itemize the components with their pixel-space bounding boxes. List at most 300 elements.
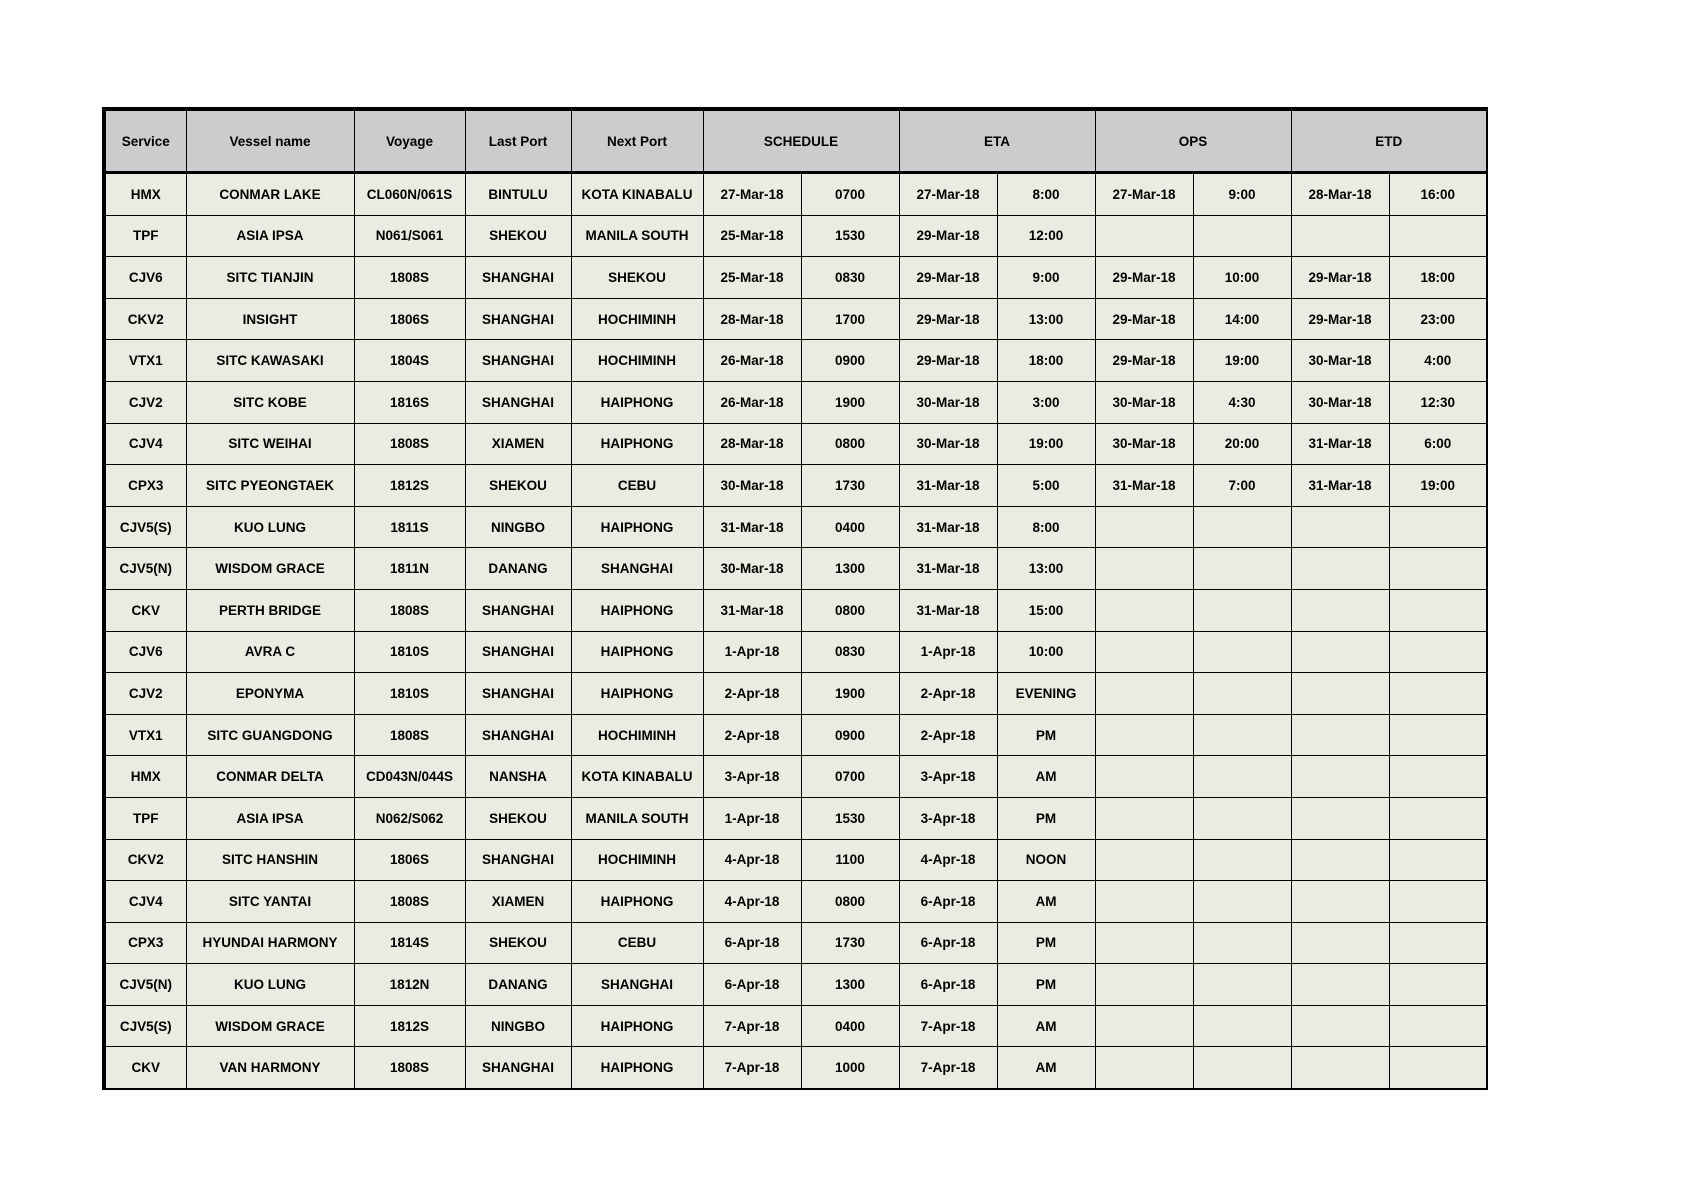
next-port-cell: HOCHIMINH	[571, 298, 703, 340]
schedule-time-cell: 0830	[801, 631, 899, 673]
etd-time-cell	[1389, 215, 1487, 257]
etd-time-cell: 6:00	[1389, 423, 1487, 465]
ops-date-cell: 29-Mar-18	[1095, 340, 1193, 382]
schedule-time-cell: 0800	[801, 423, 899, 465]
next-port-cell: SHEKOU	[571, 257, 703, 299]
ops-date-cell: 29-Mar-18	[1095, 257, 1193, 299]
voyage-cell: 1808S	[354, 714, 465, 756]
etd-time-cell	[1389, 922, 1487, 964]
voyage-cell: 1808S	[354, 423, 465, 465]
ops-time-cell: 10:00	[1193, 257, 1291, 299]
vessel-name-cell: WISDOM GRACE	[186, 1005, 354, 1047]
table-row	[104, 797, 1487, 839]
next-port-cell: HAIPHONG	[571, 673, 703, 715]
ops-time-cell	[1193, 922, 1291, 964]
last-port-cell: SHANGHAI	[465, 1047, 571, 1089]
etd-date-cell	[1291, 1047, 1389, 1089]
voyage-cell: 1808S	[354, 257, 465, 299]
next-port-cell: HAIPHONG	[571, 506, 703, 548]
schedule-date-cell: 30-Mar-18	[703, 465, 801, 507]
service-cell: CJV2	[104, 673, 186, 715]
service-cell: HMX	[104, 756, 186, 798]
table-row	[104, 714, 1487, 756]
etd-time-cell	[1389, 631, 1487, 673]
etd-time-cell	[1389, 839, 1487, 881]
schedule-date-cell: 6-Apr-18	[703, 922, 801, 964]
ops-time-cell	[1193, 964, 1291, 1006]
last-port-cell: DANANG	[465, 548, 571, 590]
voyage-cell: 1812S	[354, 465, 465, 507]
service-cell: CJV5(S)	[104, 506, 186, 548]
service-cell: TPF	[104, 215, 186, 257]
ops-time-cell: 7:00	[1193, 465, 1291, 507]
etd-date-cell	[1291, 881, 1389, 923]
etd-date-cell: 29-Mar-18	[1291, 298, 1389, 340]
vessel-name-cell: KUO LUNG	[186, 964, 354, 1006]
etd-time-cell	[1389, 673, 1487, 715]
vessel-name-cell: ASIA IPSA	[186, 215, 354, 257]
etd-time-cell: 23:00	[1389, 298, 1487, 340]
schedule-date-cell: 28-Mar-18	[703, 423, 801, 465]
table-row	[104, 839, 1487, 881]
schedule-time-cell: 1300	[801, 548, 899, 590]
eta-date-cell: 3-Apr-18	[899, 797, 997, 839]
ops-date-cell: 31-Mar-18	[1095, 465, 1193, 507]
schedule-time-cell: 1730	[801, 922, 899, 964]
eta-date-cell: 2-Apr-18	[899, 673, 997, 715]
ops-date-cell: 30-Mar-18	[1095, 381, 1193, 423]
ops-date-cell	[1095, 506, 1193, 548]
table-row	[104, 922, 1487, 964]
eta-date-cell: 29-Mar-18	[899, 257, 997, 299]
schedule-date-cell: 4-Apr-18	[703, 839, 801, 881]
table-row	[104, 881, 1487, 923]
service-cell: VTX1	[104, 714, 186, 756]
schedule-time-cell: 0800	[801, 881, 899, 923]
vessel-name-cell: SITC GUANGDONG	[186, 714, 354, 756]
last-port-cell: BINTULU	[465, 173, 571, 216]
next-port-cell: SHANGHAI	[571, 964, 703, 1006]
eta-date-cell: 4-Apr-18	[899, 839, 997, 881]
table-row	[104, 340, 1487, 382]
table-row	[104, 631, 1487, 673]
ops-date-cell	[1095, 756, 1193, 798]
table-header	[104, 109, 1487, 173]
last-port-cell: SHANGHAI	[465, 340, 571, 382]
vessel-name-cell: SITC HANSHIN	[186, 839, 354, 881]
service-cell: TPF	[104, 797, 186, 839]
vessel-name-cell: EPONYMA	[186, 673, 354, 715]
schedule-date-cell: 25-Mar-18	[703, 257, 801, 299]
next-port-cell: HAIPHONG	[571, 381, 703, 423]
table-row	[104, 964, 1487, 1006]
voyage-cell: 1810S	[354, 673, 465, 715]
eta-time-cell: AM	[997, 756, 1095, 798]
table-row	[104, 298, 1487, 340]
ops-date-cell: 29-Mar-18	[1095, 298, 1193, 340]
schedule-date-cell: 25-Mar-18	[703, 215, 801, 257]
next-port-cell: HAIPHONG	[571, 423, 703, 465]
etd-date-cell	[1291, 714, 1389, 756]
last-port-cell: SHANGHAI	[465, 673, 571, 715]
next-port-cell: HAIPHONG	[571, 1047, 703, 1089]
vessel-name-cell: HYUNDAI HARMONY	[186, 922, 354, 964]
schedule-time-cell: 1900	[801, 381, 899, 423]
table-row	[104, 1005, 1487, 1047]
etd-date-cell: 30-Mar-18	[1291, 340, 1389, 382]
service-cell: VTX1	[104, 340, 186, 382]
vessel-name-cell: SITC YANTAI	[186, 881, 354, 923]
vessel-name-cell: SITC KAWASAKI	[186, 340, 354, 382]
header-schedule: SCHEDULE	[703, 109, 899, 173]
schedule-time-cell: 1700	[801, 298, 899, 340]
eta-time-cell: 13:00	[997, 298, 1095, 340]
schedule-date-cell: 31-Mar-18	[703, 589, 801, 631]
schedule-date-cell: 27-Mar-18	[703, 173, 801, 216]
table-row	[104, 423, 1487, 465]
last-port-cell: NINGBO	[465, 1005, 571, 1047]
etd-time-cell	[1389, 589, 1487, 631]
table-row	[104, 381, 1487, 423]
etd-date-cell: 29-Mar-18	[1291, 257, 1389, 299]
eta-time-cell: 3:00	[997, 381, 1095, 423]
schedule-time-cell: 0900	[801, 714, 899, 756]
eta-date-cell: 30-Mar-18	[899, 381, 997, 423]
next-port-cell: KOTA KINABALU	[571, 756, 703, 798]
next-port-cell: HAIPHONG	[571, 881, 703, 923]
vessel-name-cell: SITC TIANJIN	[186, 257, 354, 299]
header-vessel-name: Vessel name	[186, 109, 354, 173]
eta-time-cell: 15:00	[997, 589, 1095, 631]
etd-date-cell	[1291, 673, 1389, 715]
eta-time-cell: 13:00	[997, 548, 1095, 590]
etd-time-cell	[1389, 881, 1487, 923]
ops-date-cell	[1095, 797, 1193, 839]
service-cell: CJV5(N)	[104, 964, 186, 1006]
eta-time-cell: 8:00	[997, 173, 1095, 216]
ops-date-cell	[1095, 1005, 1193, 1047]
ops-date-cell	[1095, 714, 1193, 756]
etd-date-cell	[1291, 756, 1389, 798]
service-cell: CJV4	[104, 423, 186, 465]
voyage-cell: 1808S	[354, 1047, 465, 1089]
eta-date-cell: 2-Apr-18	[899, 714, 997, 756]
schedule-time-cell: 0800	[801, 589, 899, 631]
last-port-cell: SHANGHAI	[465, 381, 571, 423]
ops-date-cell	[1095, 631, 1193, 673]
service-cell: CKV	[104, 589, 186, 631]
etd-time-cell	[1389, 714, 1487, 756]
voyage-cell: 1806S	[354, 298, 465, 340]
table-row	[104, 173, 1487, 216]
voyage-cell: 1814S	[354, 922, 465, 964]
ops-time-cell	[1193, 631, 1291, 673]
etd-date-cell	[1291, 797, 1389, 839]
schedule-time-cell: 0700	[801, 756, 899, 798]
eta-time-cell: PM	[997, 922, 1095, 964]
etd-date-cell: 31-Mar-18	[1291, 465, 1389, 507]
header-last-port: Last Port	[465, 109, 571, 173]
ops-date-cell	[1095, 1047, 1193, 1089]
etd-time-cell: 16:00	[1389, 173, 1487, 216]
header-row	[104, 109, 1487, 173]
eta-date-cell: 6-Apr-18	[899, 881, 997, 923]
eta-date-cell: 1-Apr-18	[899, 631, 997, 673]
last-port-cell: SHANGHAI	[465, 631, 571, 673]
ops-time-cell	[1193, 881, 1291, 923]
voyage-cell: 1812S	[354, 1005, 465, 1047]
schedule-time-cell: 1730	[801, 465, 899, 507]
table-row	[104, 548, 1487, 590]
header-eta: ETA	[899, 109, 1095, 173]
ops-time-cell	[1193, 714, 1291, 756]
next-port-cell: CEBU	[571, 922, 703, 964]
schedule-date-cell: 4-Apr-18	[703, 881, 801, 923]
eta-time-cell: PM	[997, 964, 1095, 1006]
etd-date-cell	[1291, 1005, 1389, 1047]
ops-time-cell	[1193, 756, 1291, 798]
vessel-name-cell: PERTH BRIDGE	[186, 589, 354, 631]
eta-date-cell: 31-Mar-18	[899, 506, 997, 548]
eta-time-cell: 12:00	[997, 215, 1095, 257]
etd-date-cell	[1291, 589, 1389, 631]
vessel-name-cell: VAN HARMONY	[186, 1047, 354, 1089]
ops-time-cell	[1193, 548, 1291, 590]
schedule-time-cell: 1100	[801, 839, 899, 881]
eta-date-cell: 7-Apr-18	[899, 1047, 997, 1089]
etd-date-cell: 30-Mar-18	[1291, 381, 1389, 423]
eta-date-cell: 6-Apr-18	[899, 964, 997, 1006]
ops-date-cell	[1095, 673, 1193, 715]
etd-date-cell	[1291, 506, 1389, 548]
eta-date-cell: 31-Mar-18	[899, 548, 997, 590]
last-port-cell: SHANGHAI	[465, 839, 571, 881]
service-cell: CKV2	[104, 298, 186, 340]
eta-time-cell: EVENING	[997, 673, 1095, 715]
ops-date-cell	[1095, 964, 1193, 1006]
voyage-cell: 1808S	[354, 589, 465, 631]
ops-time-cell	[1193, 506, 1291, 548]
ops-date-cell: 27-Mar-18	[1095, 173, 1193, 216]
etd-time-cell	[1389, 964, 1487, 1006]
header-etd: ETD	[1291, 109, 1487, 173]
eta-time-cell: 5:00	[997, 465, 1095, 507]
eta-time-cell: NOON	[997, 839, 1095, 881]
eta-date-cell: 30-Mar-18	[899, 423, 997, 465]
header-service: Service	[104, 109, 186, 173]
last-port-cell: SHEKOU	[465, 922, 571, 964]
voyage-cell: CL060N/061S	[354, 173, 465, 216]
ops-time-cell: 4:30	[1193, 381, 1291, 423]
ops-time-cell	[1193, 797, 1291, 839]
next-port-cell: SHANGHAI	[571, 548, 703, 590]
vessel-name-cell: CONMAR DELTA	[186, 756, 354, 798]
etd-time-cell	[1389, 797, 1487, 839]
voyage-cell: 1811N	[354, 548, 465, 590]
ops-time-cell: 14:00	[1193, 298, 1291, 340]
table-row	[104, 465, 1487, 507]
ops-time-cell	[1193, 589, 1291, 631]
schedule-date-cell: 6-Apr-18	[703, 964, 801, 1006]
eta-time-cell: 18:00	[997, 340, 1095, 382]
last-port-cell: SHEKOU	[465, 797, 571, 839]
etd-time-cell: 12:30	[1389, 381, 1487, 423]
eta-time-cell: AM	[997, 1047, 1095, 1089]
voyage-cell: 1810S	[354, 631, 465, 673]
ops-date-cell	[1095, 839, 1193, 881]
eta-date-cell: 7-Apr-18	[899, 1005, 997, 1047]
next-port-cell: CEBU	[571, 465, 703, 507]
table-body	[104, 173, 1487, 1090]
header-voyage: Voyage	[354, 109, 465, 173]
table-row	[104, 673, 1487, 715]
etd-date-cell	[1291, 631, 1389, 673]
ops-time-cell	[1193, 839, 1291, 881]
service-cell: CPX3	[104, 465, 186, 507]
eta-date-cell: 29-Mar-18	[899, 340, 997, 382]
etd-date-cell	[1291, 548, 1389, 590]
last-port-cell: SHEKOU	[465, 215, 571, 257]
ops-date-cell	[1095, 589, 1193, 631]
eta-date-cell: 29-Mar-18	[899, 298, 997, 340]
schedule-date-cell: 26-Mar-18	[703, 381, 801, 423]
etd-time-cell	[1389, 756, 1487, 798]
eta-time-cell: AM	[997, 1005, 1095, 1047]
eta-time-cell: 8:00	[997, 506, 1095, 548]
next-port-cell: HAIPHONG	[571, 589, 703, 631]
schedule-date-cell: 2-Apr-18	[703, 714, 801, 756]
schedule-date-cell: 1-Apr-18	[703, 631, 801, 673]
vessel-name-cell: CONMAR LAKE	[186, 173, 354, 216]
next-port-cell: KOTA KINABALU	[571, 173, 703, 216]
service-cell: CJV2	[104, 381, 186, 423]
table-row	[104, 1047, 1487, 1089]
service-cell: CJV5(N)	[104, 548, 186, 590]
service-cell: CJV6	[104, 257, 186, 299]
service-cell: CPX3	[104, 922, 186, 964]
etd-time-cell: 4:00	[1389, 340, 1487, 382]
voyage-cell: 1804S	[354, 340, 465, 382]
vessel-name-cell: SITC KOBE	[186, 381, 354, 423]
service-cell: CKV2	[104, 839, 186, 881]
last-port-cell: XIAMEN	[465, 881, 571, 923]
vessel-name-cell: WISDOM GRACE	[186, 548, 354, 590]
schedule-date-cell: 1-Apr-18	[703, 797, 801, 839]
ops-time-cell	[1193, 1047, 1291, 1089]
vessel-name-cell: SITC WEIHAI	[186, 423, 354, 465]
schedule-time-cell: 1000	[801, 1047, 899, 1089]
vessel-schedule-table	[102, 107, 1488, 1090]
vessel-name-cell: INSIGHT	[186, 298, 354, 340]
voyage-cell: 1808S	[354, 881, 465, 923]
eta-time-cell: AM	[997, 881, 1095, 923]
next-port-cell: HAIPHONG	[571, 631, 703, 673]
schedule-date-cell: 7-Apr-18	[703, 1005, 801, 1047]
ops-date-cell	[1095, 215, 1193, 257]
etd-date-cell	[1291, 839, 1389, 881]
next-port-cell: MANILA SOUTH	[571, 215, 703, 257]
table-row	[104, 589, 1487, 631]
vessel-name-cell: AVRA C	[186, 631, 354, 673]
table-row	[104, 215, 1487, 257]
schedule-date-cell: 2-Apr-18	[703, 673, 801, 715]
schedule-date-cell: 7-Apr-18	[703, 1047, 801, 1089]
voyage-cell: N061/S061	[354, 215, 465, 257]
ops-time-cell: 19:00	[1193, 340, 1291, 382]
next-port-cell: HAIPHONG	[571, 1005, 703, 1047]
last-port-cell: DANANG	[465, 964, 571, 1006]
service-cell: HMX	[104, 173, 186, 216]
etd-date-cell	[1291, 964, 1389, 1006]
ops-time-cell	[1193, 673, 1291, 715]
schedule-date-cell: 30-Mar-18	[703, 548, 801, 590]
ops-date-cell	[1095, 548, 1193, 590]
table-row	[104, 257, 1487, 299]
ops-time-cell: 20:00	[1193, 423, 1291, 465]
schedule-time-cell: 1530	[801, 797, 899, 839]
schedule-date-cell: 28-Mar-18	[703, 298, 801, 340]
service-cell: CJV5(S)	[104, 1005, 186, 1047]
ops-date-cell: 30-Mar-18	[1095, 423, 1193, 465]
schedule-time-cell: 1300	[801, 964, 899, 1006]
schedule-time-cell: 0400	[801, 1005, 899, 1047]
vessel-name-cell: SITC PYEONGTAEK	[186, 465, 354, 507]
schedule-time-cell: 1900	[801, 673, 899, 715]
eta-time-cell: PM	[997, 797, 1095, 839]
schedule-date-cell: 26-Mar-18	[703, 340, 801, 382]
table-row	[104, 506, 1487, 548]
last-port-cell: SHANGHAI	[465, 257, 571, 299]
vessel-name-cell: ASIA IPSA	[186, 797, 354, 839]
eta-time-cell: PM	[997, 714, 1095, 756]
ops-time-cell	[1193, 1005, 1291, 1047]
eta-date-cell: 6-Apr-18	[899, 922, 997, 964]
etd-time-cell	[1389, 548, 1487, 590]
next-port-cell: HOCHIMINH	[571, 340, 703, 382]
last-port-cell: XIAMEN	[465, 423, 571, 465]
last-port-cell: NINGBO	[465, 506, 571, 548]
voyage-cell: 1811S	[354, 506, 465, 548]
eta-date-cell: 31-Mar-18	[899, 589, 997, 631]
next-port-cell: MANILA SOUTH	[571, 797, 703, 839]
schedule-date-cell: 31-Mar-18	[703, 506, 801, 548]
voyage-cell: 1806S	[354, 839, 465, 881]
last-port-cell: SHANGHAI	[465, 589, 571, 631]
next-port-cell: HOCHIMINH	[571, 714, 703, 756]
voyage-cell: CD043N/044S	[354, 756, 465, 798]
eta-date-cell: 31-Mar-18	[899, 465, 997, 507]
table-row	[104, 756, 1487, 798]
eta-date-cell: 29-Mar-18	[899, 215, 997, 257]
service-cell: CJV4	[104, 881, 186, 923]
service-cell: CKV	[104, 1047, 186, 1089]
voyage-cell: 1812N	[354, 964, 465, 1006]
etd-time-cell: 18:00	[1389, 257, 1487, 299]
header-next-port: Next Port	[571, 109, 703, 173]
next-port-cell: HOCHIMINH	[571, 839, 703, 881]
etd-date-cell	[1291, 215, 1389, 257]
vessel-name-cell: KUO LUNG	[186, 506, 354, 548]
etd-time-cell	[1389, 506, 1487, 548]
schedule-time-cell: 0400	[801, 506, 899, 548]
schedule-date-cell: 3-Apr-18	[703, 756, 801, 798]
last-port-cell: SHANGHAI	[465, 714, 571, 756]
eta-time-cell: 19:00	[997, 423, 1095, 465]
etd-date-cell: 31-Mar-18	[1291, 423, 1389, 465]
schedule-time-cell: 1530	[801, 215, 899, 257]
etd-time-cell	[1389, 1047, 1487, 1089]
etd-time-cell: 19:00	[1389, 465, 1487, 507]
